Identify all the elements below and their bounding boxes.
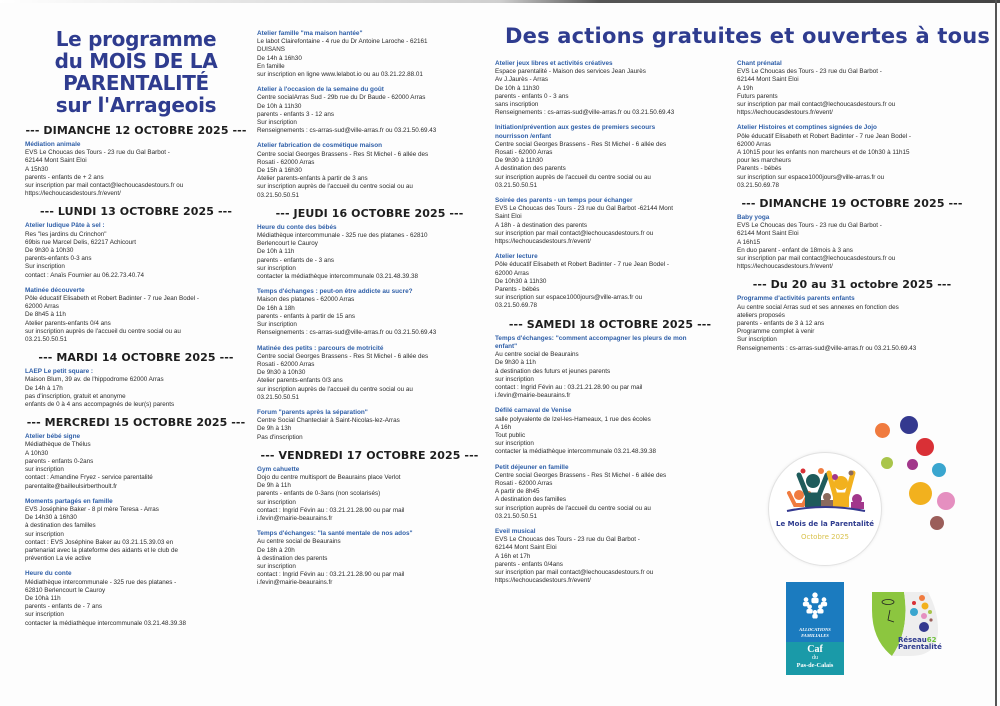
event-detail: Médiathèque de Thélus: [25, 441, 91, 449]
contact-link[interactable]: i.fevin@mairie-beaurains.fr: [257, 514, 333, 522]
caf-logo: [786, 582, 844, 675]
title-line: Le programme: [55, 27, 217, 51]
event-item: [25, 368, 247, 409]
event-item: [495, 335, 725, 401]
day-heading: --- MERCREDI 15 OCTOBRE 2025 ---: [26, 416, 246, 430]
event-detail: Tout public: [495, 431, 526, 439]
column-3: [495, 0, 725, 592]
contact-link[interactable]: Renseignements : cs-arras-sud@ville-arras.fr ou 03.21.50.69.43: [737, 344, 917, 352]
event-detail: parents-enfants 0-3 ans: [25, 255, 92, 263]
reseau-number: 62: [926, 636, 937, 644]
decor-dot: [916, 438, 934, 456]
event-detail: 62810 Berlencourt le Cauroy: [25, 586, 106, 594]
event-detail: salle polyvalente de Izel-les-Hameaux, 1 rue des écoles: [495, 415, 651, 423]
event-detail: Rosati - 62000 Arras: [257, 360, 315, 368]
caf-name: Caf: [807, 644, 823, 655]
event-detail: Centre social Georges Brassens - Res St Michel - 6 allée des: [257, 352, 429, 360]
event-detail: Av J.Jaurès - Arras: [495, 76, 549, 84]
event-detail: A 16h15: [737, 238, 761, 246]
reseau-line2: Parentalité: [898, 643, 942, 651]
event-detail: De 9h30 à 11h: [495, 359, 536, 367]
event-detail: De 16h à 18h: [257, 304, 295, 312]
event-detail: A 16h et 17h: [495, 552, 531, 560]
event-detail: 62000 Arras: [495, 269, 529, 277]
reseau-line1: Réseau: [898, 636, 927, 644]
event-detail: 03.21.50.50.51: [495, 181, 538, 189]
day-heading: --- DIMANCHE 19 OCTOBRE 2025 ---: [741, 197, 963, 211]
event-title: Heure du conte des bébés: [257, 223, 337, 231]
event-title: Temps d'échanges: "la santé mentale de nos ados": [257, 530, 413, 538]
event-detail: Futurs parents: [737, 92, 778, 100]
contact-link[interactable]: https://lechoucasdestours.fr/event/: [495, 238, 591, 246]
event-detail: A 18h - à destination des parents: [495, 221, 588, 229]
event-detail: De 15h à 16h30: [257, 167, 302, 175]
event-title: Moments partagés en famille: [25, 497, 113, 505]
reseau-label: [898, 637, 942, 651]
event-detail: En famille: [257, 62, 285, 70]
event-detail: Sur inscription: [257, 119, 297, 127]
event-title: Atelier ludique Pâte à sel :: [25, 222, 105, 230]
event-detail: Le labot Clairefontaine - 4 rue du Dr Antoine Laroche - 62161: [257, 38, 428, 46]
contact-link[interactable]: https://lechoucasdestours.fr/event/: [737, 263, 833, 271]
event-title: Atelier Histoires et comptines signées de Jojo: [737, 124, 877, 132]
event-item: [737, 60, 967, 117]
contact-link[interactable]: i.fevin@mairie-beaurains.fr: [495, 392, 571, 400]
event-item: [495, 197, 725, 246]
event-detail: Espace parentalité - Maison des services Jean Jaurès: [495, 68, 646, 76]
decor-dot: [932, 463, 946, 477]
event-detail: sur inscription auprès de l'accueil du centre social ou au: [25, 327, 181, 335]
event-item: [25, 498, 247, 564]
event-detail: sur inscription: [25, 530, 64, 538]
caf-du: du: [812, 655, 818, 661]
event-detail: Centre social Georges Brassens - Res St Michel - 6 allée des: [495, 140, 667, 148]
day-heading: --- LUNDI 13 OCTOBRE 2025 ---: [40, 205, 232, 219]
event-detail: Rosati - 62000 Arras: [495, 149, 553, 157]
event-title: Atelier à l'occasion de la semaine du goût: [257, 86, 384, 94]
event-detail: Pôle éducatif Elisabeth et Robert Badinter - 7 rue Jean Bodel -: [495, 261, 669, 269]
event-detail: parents - enfants de 3 à 12 ans: [737, 320, 825, 328]
event-detail: EVS Joséphine Baker - 8 pl mère Teresa - Arras: [25, 505, 159, 513]
event-item: [257, 466, 482, 523]
event-detail: parents - enfants de + 2 ans: [25, 173, 104, 181]
event-item: [737, 214, 967, 271]
event-detail: partenariat avec la plateforme des aidants et le club de: [25, 546, 178, 554]
event-detail: Parents - bébés: [737, 165, 782, 173]
event-detail: à destination des familles: [25, 522, 96, 530]
event-detail: EVS Le Choucas des Tours - 23 rue du Gal Barbot -62144 Mont: [495, 205, 674, 213]
contact-link[interactable]: https://lechoucasdestours.fr/event/: [737, 109, 833, 117]
event-detail: Parents - bébés: [495, 286, 540, 294]
event-detail: EVS Le Choucas des Tours - 23 rue du Gal Barbot -: [495, 536, 640, 544]
event-detail: sur inscription auprès de l'accueil du centre social ou au: [257, 183, 413, 191]
mois-parentalite-logo: [760, 410, 1000, 560]
event-detail: EVS Le Choucas des Tours - 23 rue du Gal Barbot -: [25, 149, 170, 157]
event-detail: Centre social Georges Brassens - Res St Michel - 6 allée des: [495, 471, 667, 479]
event-detail: contact : EVS Joséphine Baker au 03.21.15.39.03 en: [25, 538, 174, 546]
contact-link[interactable]: i.fevin@mairie-beaurains.fr: [257, 579, 333, 587]
event-detail: pour les marcheurs: [737, 157, 791, 165]
day-heading: --- SAMEDI 18 OCTOBRE 2025 ---: [508, 317, 712, 331]
event-title: Gym cahuette: [257, 465, 300, 473]
event-detail: sur inscription: [257, 498, 296, 506]
event-item: [257, 345, 482, 402]
event-detail: contact : Amandine Fryez - service parentalité: [25, 474, 153, 482]
event-detail: Médiathèque intercommunale - 325 rue des platanes - 62810: [257, 232, 428, 240]
event-title: Petit déjeuner en famille: [495, 463, 569, 471]
reseau-parentalite-logo: [870, 590, 940, 660]
event-title: Chant prénatal: [737, 60, 782, 67]
contact-link[interactable]: sur inscription sur espace1000jours@ville-arras.fr ou: [495, 294, 643, 302]
event-detail: à destination des futurs et jeunes parents: [495, 367, 611, 375]
contact-link[interactable]: sur inscription par mail contact@lechoucasdestours.fr ou: [25, 182, 184, 190]
caf-region: Pas-de-Calais: [796, 662, 834, 669]
event-detail: 62144 Mont Saint Eloi: [495, 544, 557, 552]
event-detail: A 10h15 pour les enfants non marcheurs et de 10h30 à 11h15: [737, 149, 910, 157]
event-detail: Res "les jardins du Crinchon": [25, 230, 107, 238]
event-detail: 62000 Arras: [737, 140, 771, 148]
event-item: [495, 464, 725, 521]
scan-edge: [995, 0, 997, 706]
event-detail: A 19h: [737, 84, 754, 92]
event-detail: sans inscription: [495, 101, 539, 109]
event-detail: parents - enfants de 0-3ans (non scolarisés): [257, 490, 381, 498]
event-detail: De 9h30 à 10h30: [25, 247, 74, 255]
event-detail: parents - enfants à partir de 15 ans: [257, 312, 356, 320]
event-detail: Au centre social Arras sud et ses annexes en fonction des: [737, 303, 899, 311]
event-detail: 03.21.50.69.78: [495, 302, 538, 310]
decor-dot: [875, 423, 890, 438]
event-detail: Sur inscription: [25, 263, 65, 271]
event-detail: A destination des familles: [495, 496, 567, 504]
event-detail: contacter la médiathèque intercommunale 03.21.48.39.38: [495, 448, 657, 456]
event-detail: Rosati - 62000 Arras: [257, 158, 315, 166]
event-detail: A 16h: [495, 423, 512, 431]
parentalite-badge: [768, 452, 882, 566]
event-detail: à destination des parents: [257, 554, 328, 562]
day-heading: --- MARDI 14 OCTOBRE 2025 ---: [38, 351, 234, 365]
event-detail: Sur inscription: [737, 336, 777, 344]
event-item: [257, 142, 482, 199]
event-title: Matinée découverte: [25, 286, 85, 294]
event-title: Atelier bébé signe: [25, 433, 81, 441]
event-detail: parents - enfants 3 - 12 ans: [257, 110, 335, 118]
event-title: Baby yoga: [737, 214, 770, 222]
event-detail: enfants de 0 à 4 ans accompagnés de leur(s) parents: [25, 401, 175, 409]
event-item: [257, 224, 482, 281]
event-item: [495, 60, 725, 117]
event-detail: sur inscription: [495, 440, 534, 448]
families-icon: [781, 467, 869, 523]
event-detail: Saint Eloi: [495, 213, 522, 221]
event-detail: Berlencourt le Cauroy: [257, 240, 318, 248]
event-detail: De 9h à 11h: [257, 482, 291, 490]
caf-subtitle: ALLOCATIONS FAMILIALES: [799, 627, 831, 638]
decor-dot: [881, 457, 893, 469]
decor-dot: [937, 492, 955, 510]
event-detail: Au centre social de Beaurains: [495, 351, 579, 359]
column-1: [25, 0, 247, 635]
event-detail: Rosati - 62000 Arras: [495, 479, 553, 487]
event-title: Programme d'activités parents enfants: [737, 295, 855, 303]
day-heading: --- JEUDI 16 OCTOBRE 2025 ---: [275, 206, 464, 220]
event-item: [737, 295, 967, 352]
decor-dot: [900, 416, 918, 434]
event-item: [25, 287, 247, 344]
event-detail: A partir de 8h45: [495, 488, 540, 496]
event-detail: Médiathèque intercommunale - 325 rue des platanes -: [25, 578, 177, 586]
decor-dot: [907, 459, 918, 470]
column-2: [257, 0, 482, 595]
event-detail: 62144 Mont Saint Eloi: [25, 157, 87, 165]
event-detail: 03.21.50.50.51: [25, 336, 68, 344]
event-title: Atelier famille "ma maison hantée": [257, 30, 363, 37]
event-detail: sur inscription en ligne www.lelabot.io ou au 03.21.22.88.01: [257, 71, 423, 79]
event-detail: Atelier parents-enfants 0/4 ans: [25, 319, 111, 327]
event-detail: De 18h à 20h: [257, 546, 295, 554]
contact-link[interactable]: https://lechoucasdestours.fr/event/: [25, 190, 121, 198]
event-detail: sur inscription auprès de l'accueil du centre social ou au: [495, 173, 651, 181]
contact-link[interactable]: sur inscription par mail contact@lechoucasdestours.fr ou: [737, 101, 896, 109]
event-detail: De 14h à 17h: [25, 384, 63, 392]
event-item: [25, 222, 247, 279]
event-item: [495, 124, 725, 190]
contact-link[interactable]: parentalite@bailleulsirberthoult.fr: [25, 482, 118, 490]
contact-link[interactable]: sur inscription par mail contact@lechoucasdestours.fr ou: [495, 568, 654, 576]
event-item: [495, 407, 725, 456]
contact-link[interactable]: Renseignements : cs-arras-sud@ville-arras.fr ou 03.21.50.69.43: [257, 127, 437, 135]
event-detail: De 14h30 à 16h30: [25, 514, 77, 522]
event-title: Atelier lecture: [495, 253, 538, 261]
event-detail: Maison des platanes - 62000 Arras: [257, 296, 355, 304]
event-detail: Dojo du centre multisport de Beaurains place Verlot: [257, 473, 401, 481]
event-detail: sur inscription: [495, 375, 534, 383]
event-title: Forum "parents après la séparation": [257, 408, 368, 416]
event-detail: sur inscription: [257, 562, 296, 570]
event-detail: 03.21.50.69.78: [737, 181, 780, 189]
event-title: Temps d'échanges : peut-on être addicte au sucre?: [257, 288, 413, 296]
event-detail: 03.21.50.50.51: [257, 393, 300, 401]
event-title: Médiation animale: [25, 141, 81, 148]
event-detail: En duo parent - enfant de 18mois à 3 ans: [737, 246, 853, 254]
event-detail: A destination des parents: [495, 165, 566, 173]
event-detail: De 10h à 11h30: [257, 102, 302, 110]
event-item: [25, 433, 247, 490]
contact-link[interactable]: sur inscription par mail contact@lechoucasdestours.fr ou: [737, 255, 896, 263]
event-title: Heure du conte: [25, 570, 72, 578]
event-detail: contacter la médiathèque intercommunale 03.21.48.39.38: [257, 273, 419, 281]
column-4: [737, 0, 967, 360]
event-item: [257, 288, 482, 337]
event-detail: Atelier parents-enfants 0/3 ans: [257, 377, 343, 385]
event-detail: 62144 Mont Saint Eloi: [737, 230, 799, 238]
event-item: [495, 528, 725, 585]
event-title: Défilé carnaval de Venise: [495, 407, 572, 415]
contact-link[interactable]: https://lechoucasdestours.fr/event/: [495, 577, 591, 585]
badge-date: Octobre 2025: [801, 533, 849, 541]
event-title: Initiation/prévention aux gestes de premiers secours nourrisson /enfant: [495, 124, 656, 140]
event-detail: contact : Anaïs Fournier au 06.22.73.40.74: [25, 271, 145, 279]
decor-dot: [909, 482, 932, 505]
event-detail: De 10h30 à 11h30: [495, 277, 547, 285]
day-heading: --- Du 20 au 31 octobre 2025 ---: [752, 278, 952, 292]
program-title: [25, 28, 247, 116]
event-detail: pas d'inscription, gratuit et anonyme: [25, 392, 126, 400]
event-detail: 03.21.50.50.51: [257, 191, 300, 199]
event-title: Temps d'échanges: "comment accompagner les pleurs de mon enfant": [495, 334, 687, 350]
event-detail: De 10hà 11h: [25, 594, 61, 602]
event-detail: De 9h à 13h: [257, 425, 292, 433]
event-title: Soirée des parents - un temps pour échanger: [495, 197, 633, 205]
event-detail: contacter la médiathèque intercommunale 03.21.48.39.38: [25, 619, 187, 627]
event-detail: 62144 Mont Saint Eloi: [737, 76, 799, 84]
contact-link[interactable]: sur inscription sur espace1000jours@ville-arras.fr ou: [737, 173, 885, 181]
event-title: Atelier fabrication de cosmétique maison: [257, 142, 383, 150]
event-item: [25, 570, 247, 627]
title-line: PARENTALITÉ: [63, 71, 209, 95]
event-detail: Pas d'inscription: [257, 433, 303, 441]
event-detail: 69bis rue Marcel Delis, 62217 Achicourt: [25, 238, 136, 246]
event-detail: contact : Ingrid Févin au : 03.21.21.28.90 ou par mail: [257, 506, 405, 514]
event-item: [495, 253, 725, 310]
event-detail: Au centre social de Beaurains: [257, 538, 341, 546]
event-title: Atelier jeux libres et activités créatives: [495, 60, 613, 67]
event-detail: parents - enfants 0 - 3 ans: [495, 92, 569, 100]
event-detail: 62000 Arras: [25, 303, 59, 311]
event-detail: Atelier parents-enfants à partir de 3 ans: [257, 175, 368, 183]
event-title: Eveil musical: [495, 527, 536, 535]
day-heading: --- DIMANCHE 12 OCTOBRE 2025 ---: [25, 124, 247, 137]
event-item: [257, 530, 482, 587]
event-detail: De 9h30 à 10h30: [257, 369, 306, 377]
event-detail: A 10h30: [25, 449, 49, 457]
event-detail: sur inscription: [25, 466, 64, 474]
event-detail: ateliers proposés: [737, 311, 785, 319]
event-detail: sur inscription auprès de l'accueil du centre social ou au: [257, 385, 413, 393]
event-detail: De 14h à 16h30: [257, 54, 302, 62]
event-detail: De 9h30 à 11h30: [495, 157, 543, 165]
event-item: [257, 86, 482, 135]
event-item: [737, 124, 967, 190]
event-detail: parents - enfants 0/4ans: [495, 560, 563, 568]
actions-title: Des actions gratuites et ouvertes à tous: [505, 24, 991, 48]
event-detail: parents - enfants de - 3 ans: [257, 256, 335, 264]
event-title: LAEP Le petit square :: [25, 368, 94, 376]
event-item: [257, 409, 482, 442]
day-heading: --- VENDREDI 17 OCTOBRE 2025 ---: [260, 448, 479, 462]
event-detail: Centre Social Chanteclair à Saint-Nicolas-lez-Arras: [257, 417, 400, 425]
caf-people-icon: [797, 588, 833, 622]
event-detail: contact : Ingrid Févin au : 03.21.21.28.90 ou par mail: [495, 383, 643, 391]
event-detail: Sur inscription: [257, 321, 297, 329]
event-detail: Centre social Georges Brassens - Res St Michel - 6 allée des: [257, 150, 429, 158]
title-line: du MOIS DE LA: [54, 49, 218, 73]
event-detail: sur inscription auprès de l'accueil du centre social ou au: [495, 504, 651, 512]
event-detail: EVS Le Choucas des Tours - 23 rue du Gal Barbot -: [737, 68, 882, 76]
decor-dot: [930, 516, 944, 530]
event-detail: De 10h à 11h: [257, 248, 295, 256]
event-detail: Maison Blum, 39 av. de l'hippodrome 62000 Arras: [25, 376, 164, 384]
event-detail: 03.21.50.50.51: [495, 512, 538, 520]
event-detail: Pôle éducatif Elisabeth et Robert Badinter - 7 rue Jean Bodel -: [737, 132, 911, 140]
event-detail: De 10h à 11h30: [495, 84, 540, 92]
event-detail: prévention La vie active: [25, 555, 92, 563]
contact-link[interactable]: sur inscription par mail contact@lechoucasdestours.fr ou: [495, 229, 654, 237]
contact-link[interactable]: Renseignements : cs-arras-sud@ville-arras.fr ou 03.21.50.69.43: [257, 329, 437, 337]
event-detail: sur inscription: [25, 611, 64, 619]
event-detail: EVS Le Choucas des Tours - 23 rue du Gal Barbot -: [737, 222, 882, 230]
event-detail: A 15h30: [25, 165, 49, 173]
event-item: [257, 30, 482, 79]
title-line: sur l'Arrageois: [55, 93, 217, 117]
contact-link[interactable]: Renseignements : cs-arras-sud@ville-arras.fr ou 03.21.50.69.43: [495, 109, 675, 117]
event-detail: parents - enfants de - 7 ans: [25, 603, 103, 611]
event-detail: parents - enfants 0-2ans: [25, 457, 94, 465]
event-detail: Pôle éducatif Elisabeth et Robert Badinter - 7 rue Jean Bodel -: [25, 295, 199, 303]
event-detail: DUISANS: [257, 46, 285, 54]
event-title: Matinée des petits : parcours de motricité: [257, 344, 384, 352]
event-detail: Centre socialArras Sud - 29b rue du Dr Baude - 62000 Arras: [257, 94, 426, 102]
event-detail: sur inscription: [257, 264, 296, 272]
event-detail: contact : Ingrid Févin au : 03.21.21.28.90 ou par mail: [257, 571, 405, 579]
event-detail: De 8h45 à 11h: [25, 311, 66, 319]
event-detail: Programme complet à venir: [737, 328, 815, 336]
event-item: [25, 141, 247, 198]
badge-title: Le Mois de la Parentalité: [776, 520, 874, 528]
